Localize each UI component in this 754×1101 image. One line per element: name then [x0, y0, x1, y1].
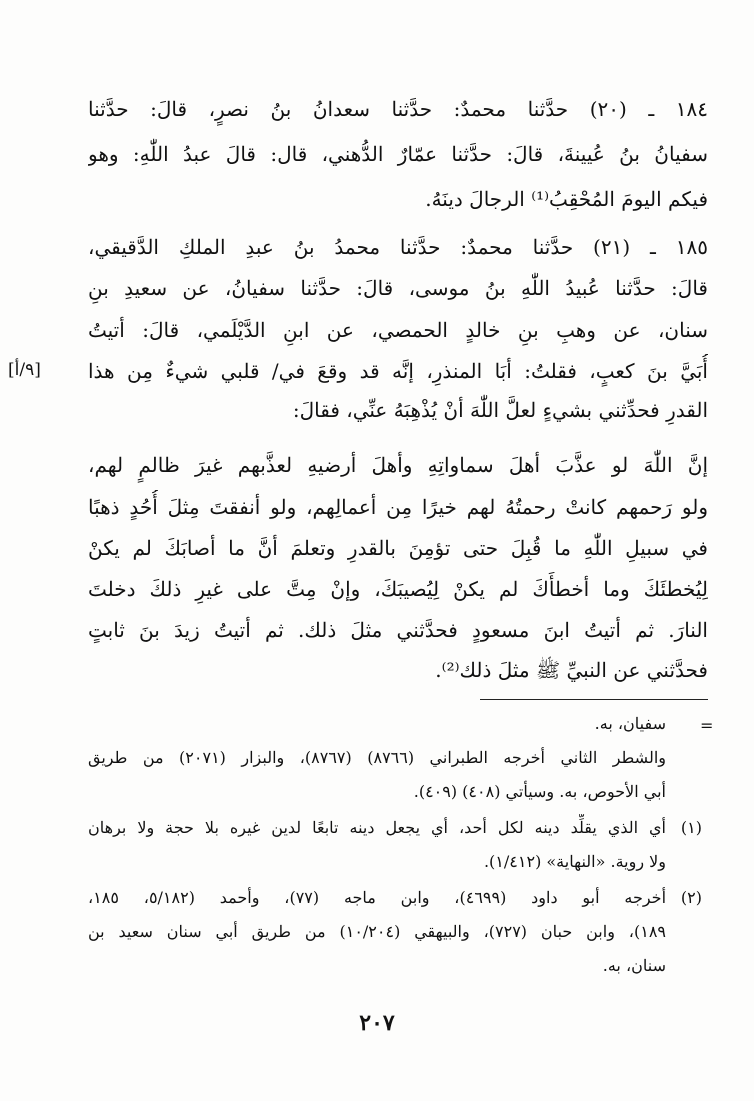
text-line-184-hadith-start: ١٨٤ ـ (٢٠) حدَّثنا محمدٌ: حدَّثنا سعدانُ بنُ نصرٍ، قالَ: حدَّثنا — [88, 97, 708, 121]
text-line: فحدَّثني عن النبيِّ ﷺ مثلَ ذلك⁽²⁾. — [435, 658, 708, 682]
text-line: لِيُخطئَكَ وما أخطأَكَ لم يكنْ لِيُصيبَكَ، وإنْ مِتَّ على غيرِ ذلكَ دخلتَ — [88, 577, 708, 601]
text-line: سفيانُ بنُ عُيينةَ، قالَ: حدَّثنا عمّارٌ الدُّهني، قال: قالَ عبدُ اللّٰهِ: وهو — [88, 142, 708, 166]
text-line: ولو رَحمهم كانتْ رحمتُهُ لهم خيرًا مِن أعمالِهم، ولو أنفقتَ مِثلَ أُحُدٍ ذهبًا — [88, 495, 708, 519]
footnote-line: سفيان، به. — [594, 714, 666, 733]
footnote-line: ١٨٩)، وابن حبان (٧٢٧)، والبيهقي (١٠/٢٠٤) من طريق أبي سنان سعيد بن — [88, 922, 666, 941]
text-line: قالَ: حدَّثنا عُبيدُ اللّٰهِ بنُ موسى، قالَ: حدَّثنا سفيانُ، عن سعيدِ بنِ — [88, 276, 708, 300]
text-line-quote-start: إنَّ اللّٰهَ لو عذَّبَ أهلَ سماواتِهِ وأهلَ أرضيهِ لعذَّبهم غيرَ ظالمٍ لهم، — [88, 453, 708, 477]
text-line-185-hadith-start: ١٨٥ ـ (٢١) حدَّثنا محمدٌ: حدَّثنا محمدُ بنُ عبدِ الملكِ الدَّقيقي، — [88, 235, 708, 259]
footnote-line: أبي الأحوص، به. وسيأتي (٤٠٨) (٤٠٩). — [413, 782, 666, 801]
page-number: ٢٠٧ — [359, 1010, 395, 1036]
footnote-separator — [480, 699, 708, 700]
footnote-number-2: (٢) — [680, 888, 702, 907]
text-line: القدرِ فحدِّثني بشيءٍ لعلَّ اللّٰهَ أنْ يُذْهِبَهُ عنِّي، فقالَ: — [292, 398, 708, 422]
footnote-line: والشطر الثاني أخرجه الطبراني (٨٧٦٦) (٨٧٦٧)، والبزار (٢٠٧١) من طريق — [88, 748, 666, 767]
manuscript-folio-reference: [٩/أ] — [8, 360, 41, 380]
footnote-continuation-mark: = — [700, 716, 714, 735]
footnote-line: سنان، به. — [602, 956, 666, 975]
text-line: سنان، عن وهبِ بنِ خالدٍ الحمصي، عن ابنِ الدَّيْلَمي، قالَ: أتيتُ — [88, 318, 708, 342]
text-line: النارَ. ثم أتيتُ ابنَ مسعودٍ فحدَّثني مثلَ ذلك. ثم أتيتُ زيدَ بنَ ثابتٍ — [88, 618, 708, 642]
footnote-line: ولا روية. «النهاية» (١/٤١٢). — [483, 852, 666, 871]
text-line: فيكم اليومَ المُحْقِبُ⁽¹⁾ الرجالَ دينَهُ. — [425, 187, 708, 211]
text-line: في سبيلِ اللّٰهِ ما قُبِلَ حتى تؤمِنَ بالقدرِ وتعلمَ أنَّ ما أصابَكَ لم يكنْ — [88, 536, 708, 560]
text-line: أُبَيَّ بنَ كعبٍ، فقلتُ: أبَا المنذرِ، إنَّه قد وقعَ في/ قلبي شيءٌ مِن هذا — [88, 359, 708, 383]
footnote-line: أخرجه أبو داود (٤٦٩٩)، وابن ماجه (٧٧)، وأحمد (٥/١٨٢، ١٨٥، — [88, 888, 666, 907]
footnote-line: أي الذي يقلِّد دينه لكل أحد، أي يجعل دينه تابعًا لدين غيره بلا حجة ولا برهان — [88, 818, 666, 837]
footnote-number-1: (١) — [680, 818, 702, 837]
